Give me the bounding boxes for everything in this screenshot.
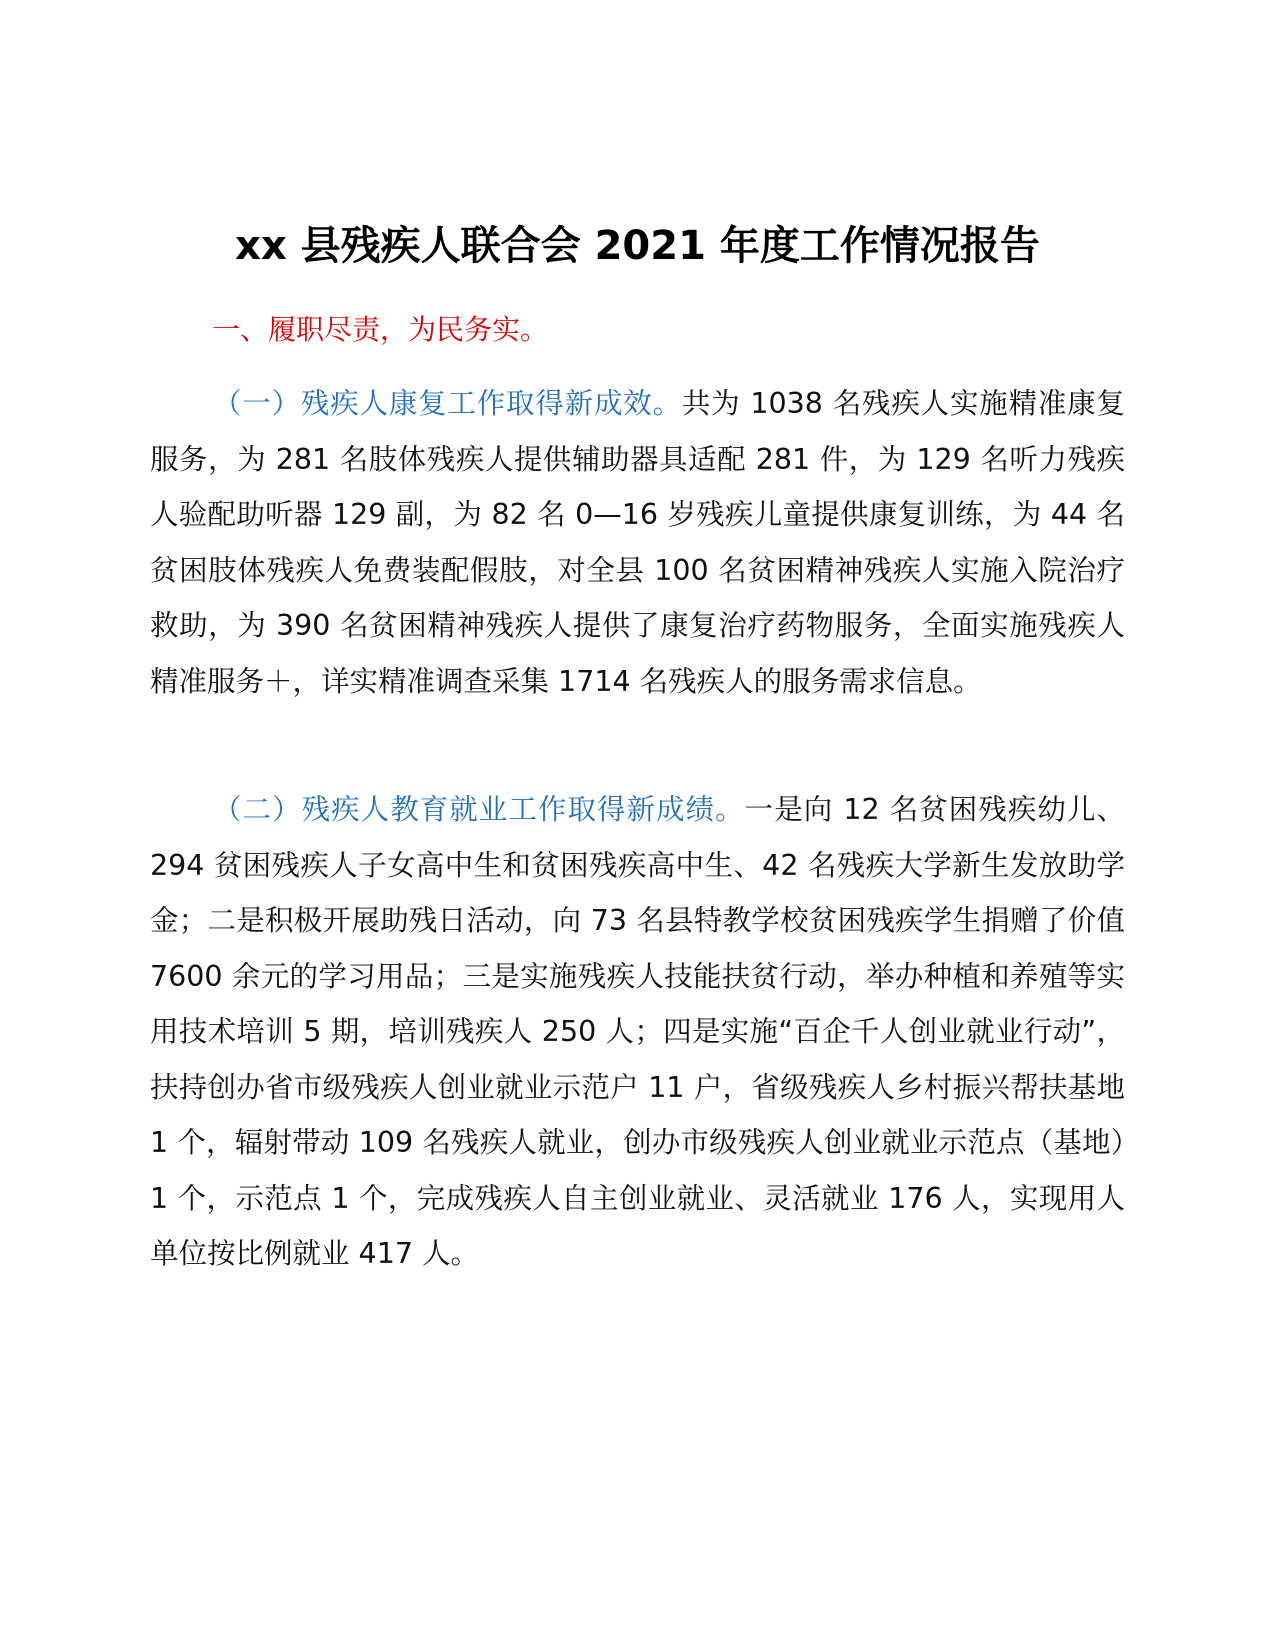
paragraph-rehabilitation xyxy=(150,376,1125,709)
paragraph-body-education-employment: 一是向 12 名贫困残疾幼儿、294 贫困残疾人子女高中生和贫困残疾高中生、42 名残疾大学新生发放助学金；二是积极开展助残日活动，向 73 名县特教学校贫困残疾学生捐赠了价值 7600 余元的学习用品；三是实施残疾人技能扶贫行动，举办种植和养殖等实用技术培训 5 期，培训残疾人 250 人；四是实施“百企千人创业就业行动”，扶持创办省市级残疾人创业就业示范户 11 户，省级残疾人乡村振兴帮扶基地 1 个，辐射带动 109 名残疾人就业，创办市级残疾人创业就业示范点（基地）1 个，示范点 1 个，完成残疾人自主创业就业、灵活就业 176 人，实现用人单位按比例就业 417 人。 xyxy=(150,793,1125,1270)
paragraph-subheading-education-employment: （二）残疾人教育就业工作取得新成绩。 xyxy=(213,793,745,826)
paragraph-subheading-rehabilitation: （一）残疾人康复工作取得新成效。 xyxy=(213,387,682,420)
paragraph-body-rehabilitation: 共为 1038 名残疾人实施精准康复服务，为 281 名肢体残疾人提供辅助器具适配 281 件，为 129 名听力残疾人验配助听器 129 副，为 82 名 0—16 岁残疾儿童提供康复训练，为 44 名贫困肢体残疾人免费装配假肢，对全县 100 名贫困精神残疾人实施入院治疗救助，为 390 名贫困精神残疾人提供了康复治疗药物服务，全面实施残疾人精准服务＋，详实精准调查采集 1714 名残疾人的服务需求信息。 xyxy=(150,387,1125,698)
paragraph-education-employment xyxy=(150,782,1125,1282)
section-heading-1: 一、履职尽责，为民务实。 xyxy=(212,313,549,346)
document-title: xx 县残疾人联合会 2021 年度工作情况报告 xyxy=(235,223,1040,269)
